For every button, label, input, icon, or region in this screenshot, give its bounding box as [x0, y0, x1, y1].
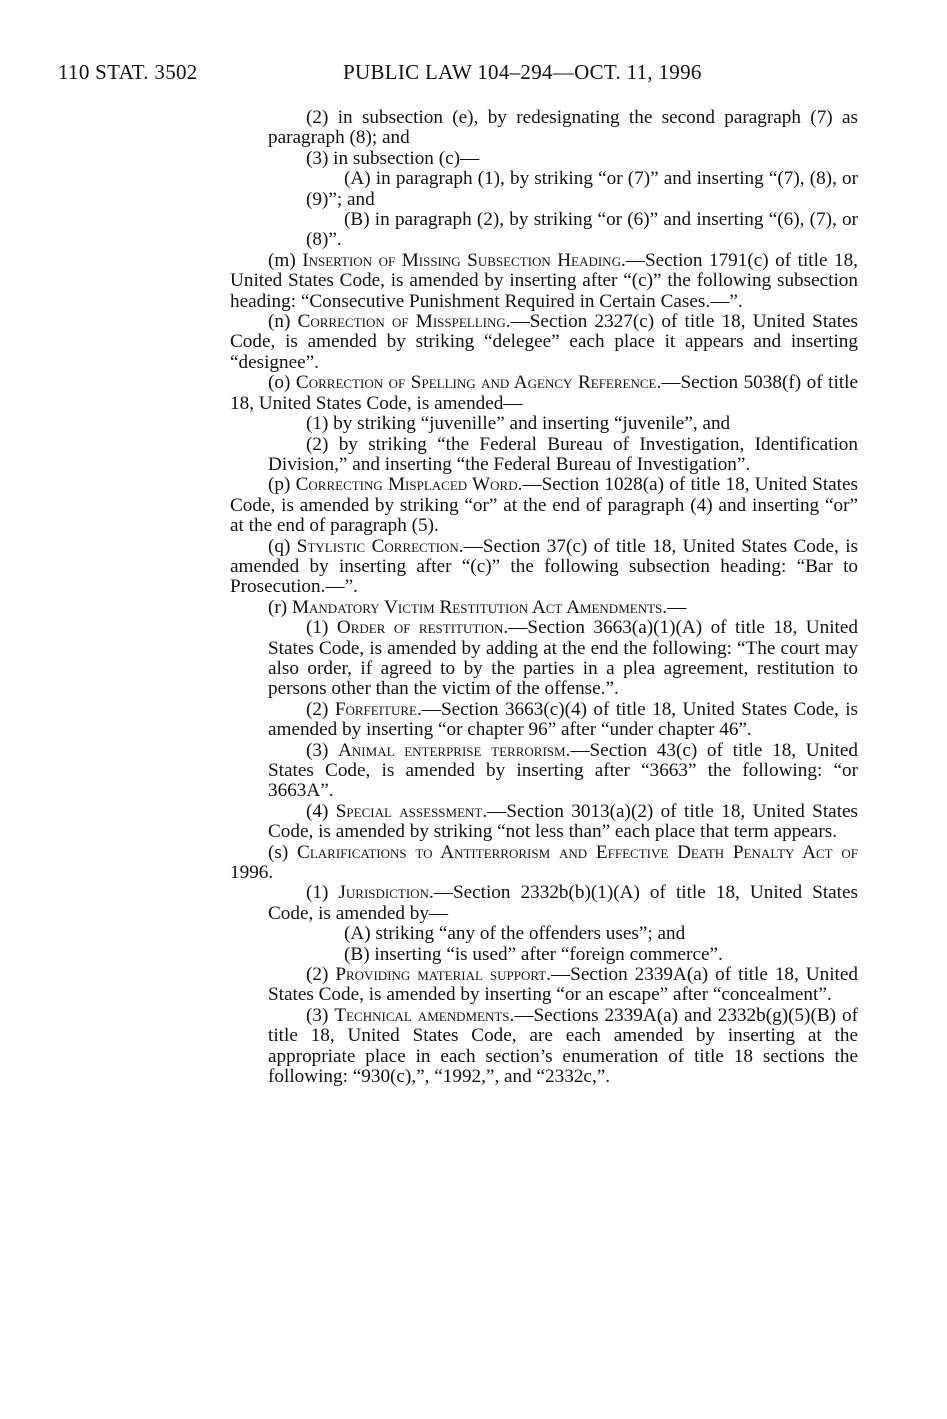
paragraph-designation: (p)	[268, 474, 296, 496]
paragraph	[230, 373, 858, 414]
paragraph	[230, 149, 858, 169]
paragraph-caption: Animal enterprise terrorism.	[338, 739, 571, 761]
paragraph	[230, 924, 858, 944]
paragraph	[230, 965, 858, 1006]
paragraph	[230, 475, 858, 536]
paragraph	[230, 169, 858, 210]
paragraph-caption: Correction of Spelling and Agency Reference.	[295, 372, 662, 394]
paragraph-text: (B) in paragraph (2), by striking “or (6)” and inserting “(6), (7), or (8)”.	[306, 209, 858, 251]
paragraph-caption: Order of restitution.	[336, 617, 509, 639]
paragraph	[230, 883, 858, 924]
paragraph	[230, 210, 858, 251]
paragraph-designation: (2)	[306, 698, 335, 720]
paragraph	[230, 802, 858, 843]
paragraph	[230, 945, 858, 965]
paragraph-designation: (1)	[306, 617, 337, 639]
paragraph-designation: (2)	[306, 964, 336, 986]
paragraph-text: (1) by striking “juvenille” and inserting “juvenile”, and	[306, 413, 731, 435]
paragraph-text: —Section 5038(f) of title 18, United States Code, is amended—	[230, 372, 859, 414]
paragraph	[230, 741, 858, 802]
paragraph	[230, 414, 858, 434]
paragraph-text: (2) by striking “the Federal Bureau of Investigation, Identification Division,” and inserting “the Federal Bureau of Investigation”.	[268, 433, 858, 475]
paragraph-designation: (o)	[268, 372, 296, 394]
paragraph-text: —Section 1791(c) of title 18, United States Code, is amended by inserting after “(c)” the following subsection heading: “Consecutive Punishment Required in Certain Cases.—”.	[230, 249, 858, 312]
paragraph	[230, 312, 858, 373]
paragraph-text: —Section 2339A(a) of title 18, United States Code, is amended by inserting “or an escape” after “concealment”.	[268, 964, 858, 1006]
paragraph-text: —Section 37(c) of title 18, United States Code, is amended by inserting after “(c)” the following subsection heading: “Bar to Prosecution.—”.	[230, 535, 858, 598]
public-law-heading: PUBLIC LAW 104–294—OCT. 11, 1996	[343, 60, 702, 84]
paragraph-text: —Section 3663(c)(4) of title 18, United States Code, is amended by inserting “or chapter 96” after “under chapter 46”.	[268, 698, 858, 741]
paragraph-caption: Insertion of Missing Subsection Heading.	[302, 249, 626, 271]
paragraph-caption: Clarifications to Antiterrorism and Effective Death Penalty Act of 1996.	[230, 841, 859, 884]
paragraph-text: (A) in paragraph (1), by striking “or (7)” and inserting “(7), (8), or (9)”; and	[306, 168, 858, 210]
paragraph-designation: (r)	[268, 596, 292, 618]
paragraph	[230, 108, 858, 149]
paragraph-text: —Section 3013(a)(2) of title 18, United States Code, is amended by striking “not less than” each place that term appears.	[268, 800, 859, 843]
paragraph	[230, 537, 858, 598]
paragraph-designation: (s)	[268, 841, 298, 863]
paragraph-caption: Jurisdiction.	[338, 882, 434, 904]
page-header	[58, 60, 878, 90]
paragraph-text: —Section 43(c) of title 18, United States Code, is amended by inserting after “3663” the following: “or 3663A”.	[268, 739, 858, 802]
paragraph-caption: Special assessment.	[335, 800, 488, 822]
paragraph	[230, 435, 858, 476]
paragraph-caption: Correcting Misplaced Word.	[295, 474, 523, 496]
paragraph-designation: (4)	[306, 800, 336, 822]
paragraph-designation: (1)	[306, 882, 339, 904]
paragraph-designation: (3)	[306, 1004, 335, 1026]
paragraph-text: —Section 3663(a)(1)(A) of title 18, United States Code, is amended by adding at the end the following: “The court may also order, if agreed to by the parties in a plea agreement, restitution to persons other than the victim of the offense.”.	[268, 617, 859, 700]
paragraph-caption: Correction of Misspelling.	[297, 311, 511, 333]
paragraph-text: (3) in subsection (c)—	[306, 147, 480, 169]
paragraph-caption: Stylistic Correction.	[296, 535, 464, 557]
document-body	[230, 108, 858, 1088]
paragraph-caption: Technical amendments.	[334, 1004, 515, 1026]
paragraph-text: (A) striking “any of the offenders uses”; and	[344, 923, 686, 945]
paragraph-designation: (m)	[268, 249, 303, 271]
paragraph	[230, 251, 858, 312]
paragraph-text: —Sections 2339A(a) and 2332b(g)(5)(B) of title 18, United States Code, are each amended by inserting at the appropriate place in each section’s enumeration of title 18 sections the following: “930(c),”, “1992,”, and “2332c,”.	[268, 1004, 859, 1088]
paragraph-text: —Section 2327(c) of title 18, United States Code, is amended by striking “delegee” each place it appears and inserting “designee”.	[230, 311, 859, 373]
paragraph-caption: Forfeiture.	[334, 698, 422, 720]
paragraph-text: (B) inserting “is used” after “foreign commerce”.	[344, 943, 723, 965]
paragraph-caption: Mandatory Victim Restitution Act Amendments.	[291, 596, 668, 618]
paragraph	[230, 843, 858, 884]
paragraph-caption: Providing material support.	[335, 964, 551, 986]
paragraph-text: —Section 1028(a) of title 18, United States Code, is amended by striking “or” at the end of paragraph (4) and inserting “or” at the end of paragraph (5).	[230, 474, 858, 537]
paragraph-designation: (n)	[268, 311, 298, 333]
paragraph-designation: (3)	[306, 739, 339, 761]
paragraph	[230, 700, 858, 741]
paragraph-text: —Section 2332b(b)(1)(A) of title 18, United States Code, is amended by—	[268, 882, 858, 924]
paragraph-designation: (q)	[268, 535, 297, 557]
paragraph	[230, 1006, 858, 1088]
statute-citation: 110 STAT. 3502	[58, 60, 198, 84]
paragraph	[230, 618, 858, 700]
paragraph	[230, 598, 858, 618]
paragraph-text: (2) in subsection (e), by redesignating the second paragraph (7) as paragraph (8); and	[268, 107, 858, 149]
paragraph-text: —	[667, 596, 687, 618]
